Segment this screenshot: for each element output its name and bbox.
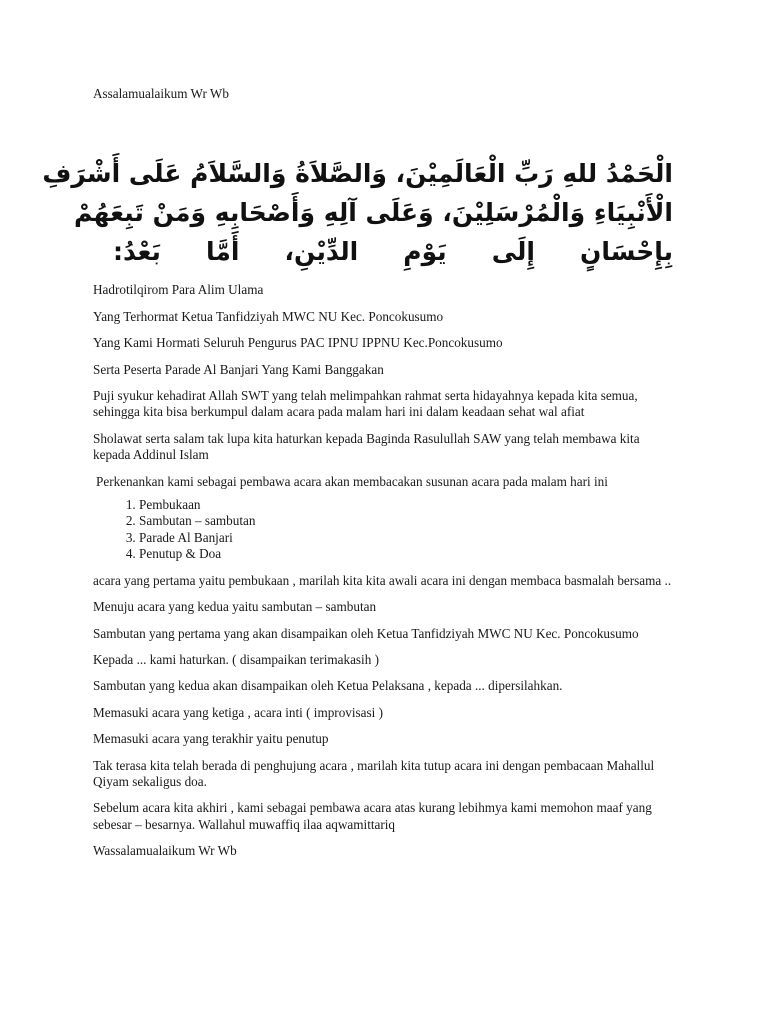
praise-paragraph: Puji syukur kehadirat Allah SWT yang telah melimpahkan rahmat serta hidayahnya kepada kita semua, sehingga kita bisa berkumpul dalam acara pada malam hari ini dalam keadaan sehat wal afiat xyxy=(93,388,638,420)
body-paragraph: Menuju acara yang kedua yaitu sambutan – sambutan xyxy=(93,599,377,615)
body-paragraph: Sambutan yang kedua akan disampaikan oleh Ketua Pelaksana , kepada ... dipersilahkan. xyxy=(93,678,563,694)
arabic-opening-prayer xyxy=(42,154,673,267)
opening-greeting: Assalamualaikum Wr Wb xyxy=(93,86,229,101)
salutation-board: Yang Kami Hormati Seluruh Pengurus PAC IPNU IPPNU Kec.Poncokusumo xyxy=(93,335,503,351)
body-paragraph: Sebelum acara kita akhiri , kami sebagai pembawa acara atas kurang lebihmya kami memohon maaf yang sebesar – besarnya. Wallahul muwaffiq ilaa aqwamittariq xyxy=(93,800,652,832)
agenda-item: 4. Penutup & Doa xyxy=(139,546,678,562)
arabic-line-2: الْأَنْبِيَاءِ وَالْمُرْسَلِيْنَ، وَعَلَى آلِهِ وَأَصْحَابِهِ وَمَنْ تَبِعَهُمْ xyxy=(74,198,673,228)
arabic-line-3: بِإِحْسَانٍ إِلَى يَوْمِ الدِّيْنِ، أَمَّا بَعْدُ: xyxy=(113,237,673,267)
salutation-chairman: Yang Terhormat Ketua Tanfidziyah MWC NU Kec. Poncokusumo xyxy=(93,308,444,324)
agenda-item: 2. Sambutan – sambutan xyxy=(139,513,678,529)
agenda-intro: Perkenankan kami sebagai pembawa acara akan membacakan susunan acara pada malam hari ini xyxy=(96,473,608,489)
salutation-participants: Serta Peserta Parade Al Banjari Yang Kami Banggakan xyxy=(93,361,384,377)
sholawat-paragraph: Sholawat serta salam tak lupa kita haturkan kepada Baginda Rasulullah SAW yang telah membawa kita kepada Addinul Islam xyxy=(93,430,640,463)
salutation-scholars: Hadrotilqirom Para Alim Ulama xyxy=(93,282,264,298)
agenda-item: 3. Parade Al Banjari xyxy=(139,530,678,546)
closing-greeting: Wassalamualaikum Wr Wb xyxy=(93,843,237,859)
agenda-list xyxy=(93,497,678,563)
agenda-item: 1. Pembukaan xyxy=(139,497,678,513)
body-paragraph: acara yang pertama yaitu pembukaan , marilah kita kita awali acara ini dengan membaca basmalah bersama .. xyxy=(93,572,672,588)
arabic-line-1: الْحَمْدُ للهِ رَبِّ الْعَالَمِيْنَ، وَالصَّلاَةُ وَالسَّلاَمُ عَلَى أَشْرَفِ xyxy=(42,159,673,189)
body-paragraph: Tak terasa kita telah berada di penghujung acara , marilah kita tutup acara ini dengan pembacaan Mahallul Qiyam sekaligus doa. xyxy=(93,757,655,789)
body-paragraph: Memasuki acara yang ketiga , acara inti ( improvisasi ) xyxy=(93,704,384,720)
body-paragraph: Sambutan yang pertama yang akan disampaikan oleh Ketua Tanfidziyah MWC NU Kec. Poncokusumo xyxy=(93,625,639,641)
body-paragraph: Memasuki acara yang terakhir yaitu penutup xyxy=(93,731,329,747)
body-paragraph: Kepada ... kami haturkan. ( disampaikan terimakasih ) xyxy=(93,651,379,667)
